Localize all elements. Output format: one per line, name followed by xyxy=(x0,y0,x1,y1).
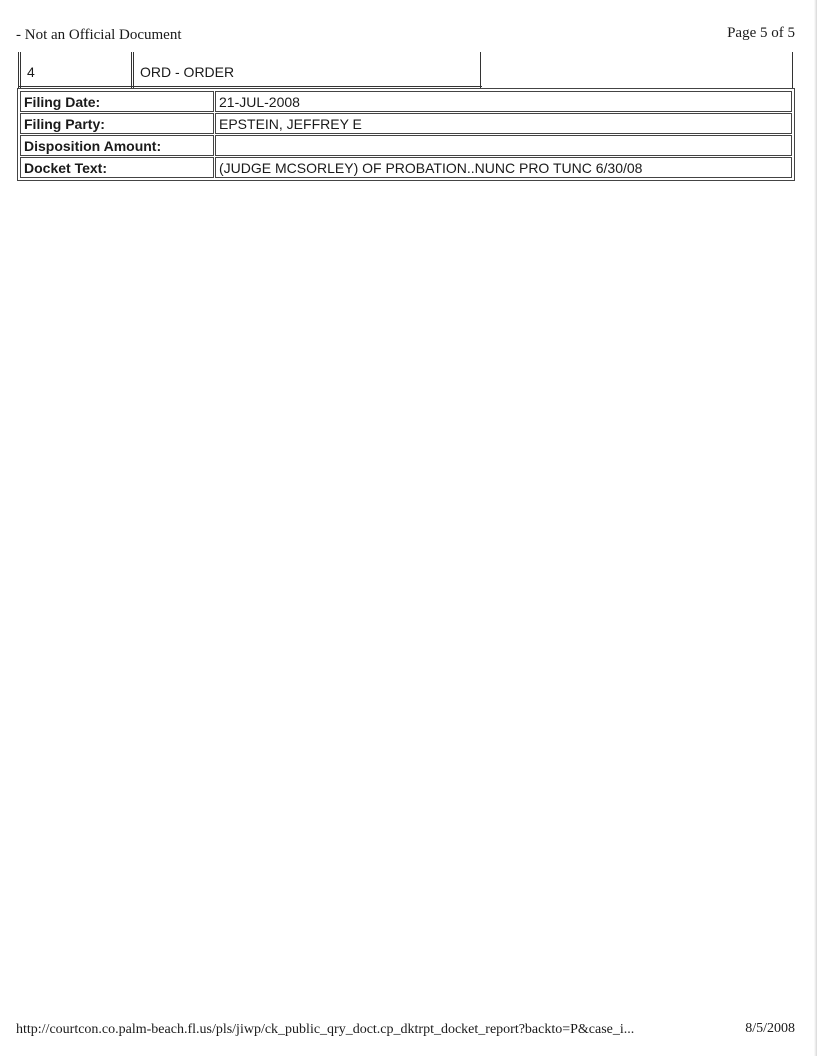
row-divider xyxy=(131,52,134,88)
filing-date-value: 21-JUL-2008 xyxy=(215,91,792,112)
docket-detail-table xyxy=(17,88,795,181)
row-right-border xyxy=(792,52,794,88)
table-row xyxy=(20,135,792,156)
entry-code: ORD - ORDER xyxy=(140,64,235,80)
row-underline xyxy=(18,86,482,87)
entry-number: 4 xyxy=(27,64,35,80)
row-left-border xyxy=(18,52,21,88)
table-row xyxy=(20,113,792,134)
table-row xyxy=(20,91,792,112)
filing-party-value: EPSTEIN, JEFFREY E xyxy=(215,113,792,134)
document-notice: - Not an Official Document xyxy=(16,27,182,43)
page-number: Page 5 of 5 xyxy=(727,25,795,41)
docket-text-label: Docket Text: xyxy=(20,157,214,178)
source-url: http://courtcon.co.palm-beach.fl.us/pls/jiwp/ck_public_qry_doct.cp_dktrpt_docket_report?backto=P&case_i... xyxy=(16,1022,635,1037)
row-divider-2 xyxy=(480,52,481,88)
filing-date-label: Filing Date: xyxy=(20,91,214,112)
docket-entry-row xyxy=(18,52,795,88)
disposition-amount-label: Disposition Amount: xyxy=(20,135,214,156)
docket-text-value: (JUDGE MCSORLEY) OF PROBATION..NUNC PRO TUNC 6/30/08 xyxy=(215,157,792,178)
print-date: 8/5/2008 xyxy=(745,1021,795,1036)
table-row xyxy=(20,157,792,178)
detail-table xyxy=(19,90,793,179)
disposition-amount-value xyxy=(215,135,792,156)
filing-party-label: Filing Party: xyxy=(20,113,214,134)
